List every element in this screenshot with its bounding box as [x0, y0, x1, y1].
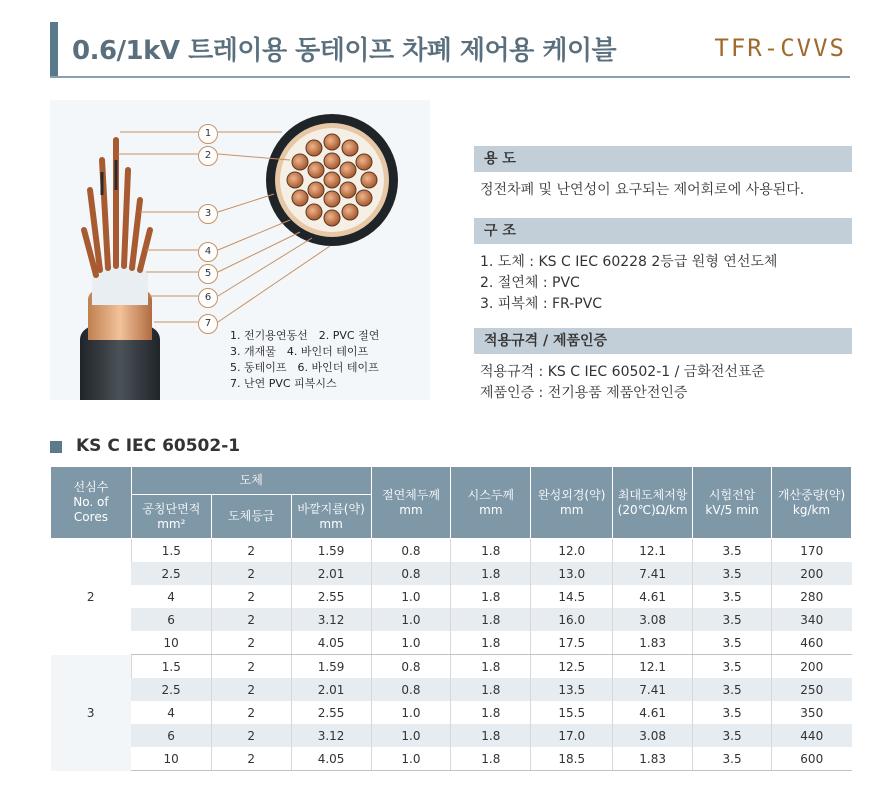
- table-cell: 1.8: [451, 724, 531, 747]
- callout-4: 4: [198, 242, 218, 262]
- table-cell: 1.8: [451, 608, 531, 631]
- table-cell: 1.8: [451, 562, 531, 585]
- table-cell: 18.5: [531, 747, 613, 771]
- table-cell: 1.0: [371, 608, 451, 631]
- table-cell: 2: [211, 747, 291, 771]
- table-cell: 170: [772, 539, 852, 563]
- callout-2: 2: [198, 146, 218, 166]
- header-grade: 도체등급: [211, 495, 291, 539]
- table-cell: 3.5: [693, 701, 772, 724]
- table-cell: 4.05: [291, 747, 371, 771]
- table-cell: 15.5: [531, 701, 613, 724]
- table-cell: 2: [211, 724, 291, 747]
- table-cell: 2: [211, 631, 291, 655]
- table-cell: 0.8: [371, 562, 451, 585]
- table-cell: 4.61: [613, 585, 693, 608]
- header-voltage: 시험전압 kV/5 min: [693, 467, 772, 539]
- standards-list: [480, 362, 765, 404]
- table-row: [51, 701, 852, 724]
- table-cell: 3.5: [693, 631, 772, 655]
- table-cell: 10: [131, 631, 211, 655]
- callout-1: 1: [198, 124, 218, 144]
- table-cell: 2.01: [291, 678, 371, 701]
- table-cell: 4: [167, 705, 175, 720]
- table-cell: 12.1: [613, 655, 693, 679]
- table-cell: 1.83: [613, 631, 693, 655]
- table-cell: 14.5: [531, 585, 613, 608]
- table-cell: 3.5: [693, 562, 772, 585]
- table-cell: 12.1: [613, 539, 693, 563]
- spec-table: [50, 466, 852, 771]
- title-accent-bar: [50, 22, 58, 78]
- table-cell: 2: [211, 562, 291, 585]
- callout-5: 5: [198, 264, 218, 284]
- table-cell: 1.0: [371, 631, 451, 655]
- table-cell: 1.5: [131, 539, 211, 563]
- table-cell: 0.8: [371, 678, 451, 701]
- table-row: [51, 655, 852, 679]
- standards-heading: 적용규격 / 제품인증: [474, 328, 852, 354]
- table-cell: 3.12: [291, 724, 371, 747]
- table-cell: 1.0: [371, 701, 451, 724]
- component-legend: [230, 328, 379, 392]
- legend-line: 5. 동테이프 6. 바인더 테이프: [230, 361, 379, 374]
- table-cell: 440: [772, 724, 852, 747]
- table-cell: 460: [772, 631, 852, 655]
- header-outer-dia: 바깥지름(약) mm: [291, 495, 371, 539]
- table-cell: 7.41: [613, 562, 693, 585]
- table-cell: 3.5: [693, 608, 772, 631]
- table-cell: 2.5: [131, 678, 211, 701]
- header-conductor: 도체: [131, 467, 371, 495]
- table-cell: 3.5: [693, 678, 772, 701]
- cores-cell: 2: [51, 539, 132, 655]
- cores-cell: 3: [51, 655, 132, 771]
- table-cell: 280: [772, 585, 852, 608]
- table-cell: 0.8: [371, 539, 451, 563]
- table-cell: 2.01: [291, 562, 371, 585]
- spec-standard-label: KS C IEC 60502-1: [76, 436, 241, 456]
- table-cell: 1.8: [451, 539, 531, 563]
- table-cell: 3.08: [613, 608, 693, 631]
- table-cell: 7.41: [613, 678, 693, 701]
- table-cell: 1.0: [371, 747, 451, 771]
- structure-item: 2. 절연체 : PVC: [480, 275, 580, 291]
- table-cell: 4: [167, 589, 175, 604]
- table-row: [51, 747, 852, 771]
- table-cell: 0.8: [371, 655, 451, 679]
- standards-item: 제품인증 : 전기용품 제품안전인증: [480, 385, 688, 401]
- callout-7: 7: [198, 314, 218, 334]
- table-cell: 3.5: [693, 747, 772, 771]
- table-row: [51, 608, 852, 631]
- header-area: 공칭단면적 mm²: [131, 495, 211, 539]
- table-row: [51, 539, 852, 563]
- table-row: [51, 562, 852, 585]
- table-cell: 250: [772, 678, 852, 701]
- table-cell: 6: [131, 608, 211, 631]
- spec-table-body: [51, 539, 852, 771]
- table-cell: 2: [211, 655, 291, 679]
- spec-bullet: [50, 441, 62, 453]
- usage-text: 정전차폐 및 난연성이 요구되는 제어회로에 사용된다.: [480, 182, 805, 198]
- usage-heading: 용 도: [474, 146, 852, 172]
- product-code: TFR-CVVS: [714, 34, 846, 62]
- structure-list: [480, 252, 777, 315]
- table-cell: 350: [772, 701, 852, 724]
- table-cell: 1.8: [451, 701, 531, 724]
- table-cell: 3.5: [693, 724, 772, 747]
- header-sheath: 시스두께 mm: [451, 467, 531, 539]
- table-cell: 4.61: [613, 701, 693, 724]
- table-cell: 1.0: [371, 585, 451, 608]
- page-title: 0.6/1kV 트레이용 동테이프 차폐 제어용 케이블: [72, 36, 617, 66]
- table-cell: 1.59: [291, 539, 371, 563]
- table-cell: 2.5: [131, 562, 211, 585]
- callout-3: 3: [198, 204, 218, 224]
- table-cell: 6: [131, 724, 211, 747]
- table-cell: 1.59: [291, 655, 371, 679]
- structure-item: 3. 피복체 : FR-PVC: [480, 296, 603, 312]
- title-bar: [50, 22, 850, 78]
- table-cell: 13.0: [531, 562, 613, 585]
- title-underline: [50, 76, 850, 78]
- legend-line: 7. 난연 PVC 피복시스: [230, 377, 337, 390]
- header-cores: 선심수 No. of Cores: [51, 467, 132, 539]
- table-cell: 3.12: [291, 608, 371, 631]
- structure-item: 1. 도체 : KS C IEC 60228 2등급 원형 연선도체: [480, 254, 778, 270]
- table-cell: 1.8: [451, 747, 531, 771]
- header-insulation: 절연체두께 mm: [371, 467, 451, 539]
- table-row: [51, 678, 852, 701]
- table-cell: 200: [772, 655, 852, 679]
- header-weight: 개산중량(약) kg/km: [772, 467, 852, 539]
- table-row: [51, 724, 852, 747]
- legend-line: 1. 전기용연동선 2. PVC 절연: [230, 329, 380, 342]
- legend-line: 3. 개재물 4. 바인더 테이프: [230, 345, 369, 358]
- table-cell: 2: [211, 539, 291, 563]
- table-cell: 200: [772, 562, 852, 585]
- table-cell: 12.0: [531, 539, 613, 563]
- table-cell: 1.5: [131, 655, 211, 679]
- table-cell: 2.55: [291, 585, 371, 608]
- table-cell: 600: [772, 747, 852, 771]
- header-overall: 완성외경(약) mm: [531, 467, 613, 539]
- table-cell: 4.05: [291, 631, 371, 655]
- table-row: [51, 585, 852, 608]
- standards-item: 적용규격 : KS C IEC 60502-1 / 금화전선표준: [480, 364, 765, 380]
- table-cell: 2: [211, 608, 291, 631]
- table-cell: 340: [772, 608, 852, 631]
- table-cell: 2: [211, 585, 291, 608]
- cable-illustration: [50, 100, 430, 400]
- table-cell: 1.83: [613, 747, 693, 771]
- table-cell: 16.0: [531, 608, 613, 631]
- table-cell: 1.8: [451, 585, 531, 608]
- table-cell: 17.5: [531, 631, 613, 655]
- table-cell: 17.0: [531, 724, 613, 747]
- table-cell: 2: [211, 678, 291, 701]
- table-row: [51, 631, 852, 655]
- table-cell: 13.5: [531, 678, 613, 701]
- table-cell: 1.8: [451, 678, 531, 701]
- header-resistance: 최대도체저항 (20℃)Ω/km: [613, 467, 693, 539]
- callout-6: 6: [198, 288, 218, 308]
- table-cell: 3.5: [693, 585, 772, 608]
- table-cell: 1.0: [371, 724, 451, 747]
- table-cell: 10: [131, 747, 211, 771]
- structure-heading: 구 조: [474, 218, 852, 244]
- table-cell: 1.8: [451, 655, 531, 679]
- table-cell: 3.5: [693, 539, 772, 563]
- table-cell: 3.5: [693, 655, 772, 679]
- table-cell: 1.8: [451, 631, 531, 655]
- table-cell: 2: [211, 701, 291, 724]
- table-cell: 2.55: [291, 701, 371, 724]
- table-cell: 3.08: [613, 724, 693, 747]
- table-cell: 12.5: [531, 655, 613, 679]
